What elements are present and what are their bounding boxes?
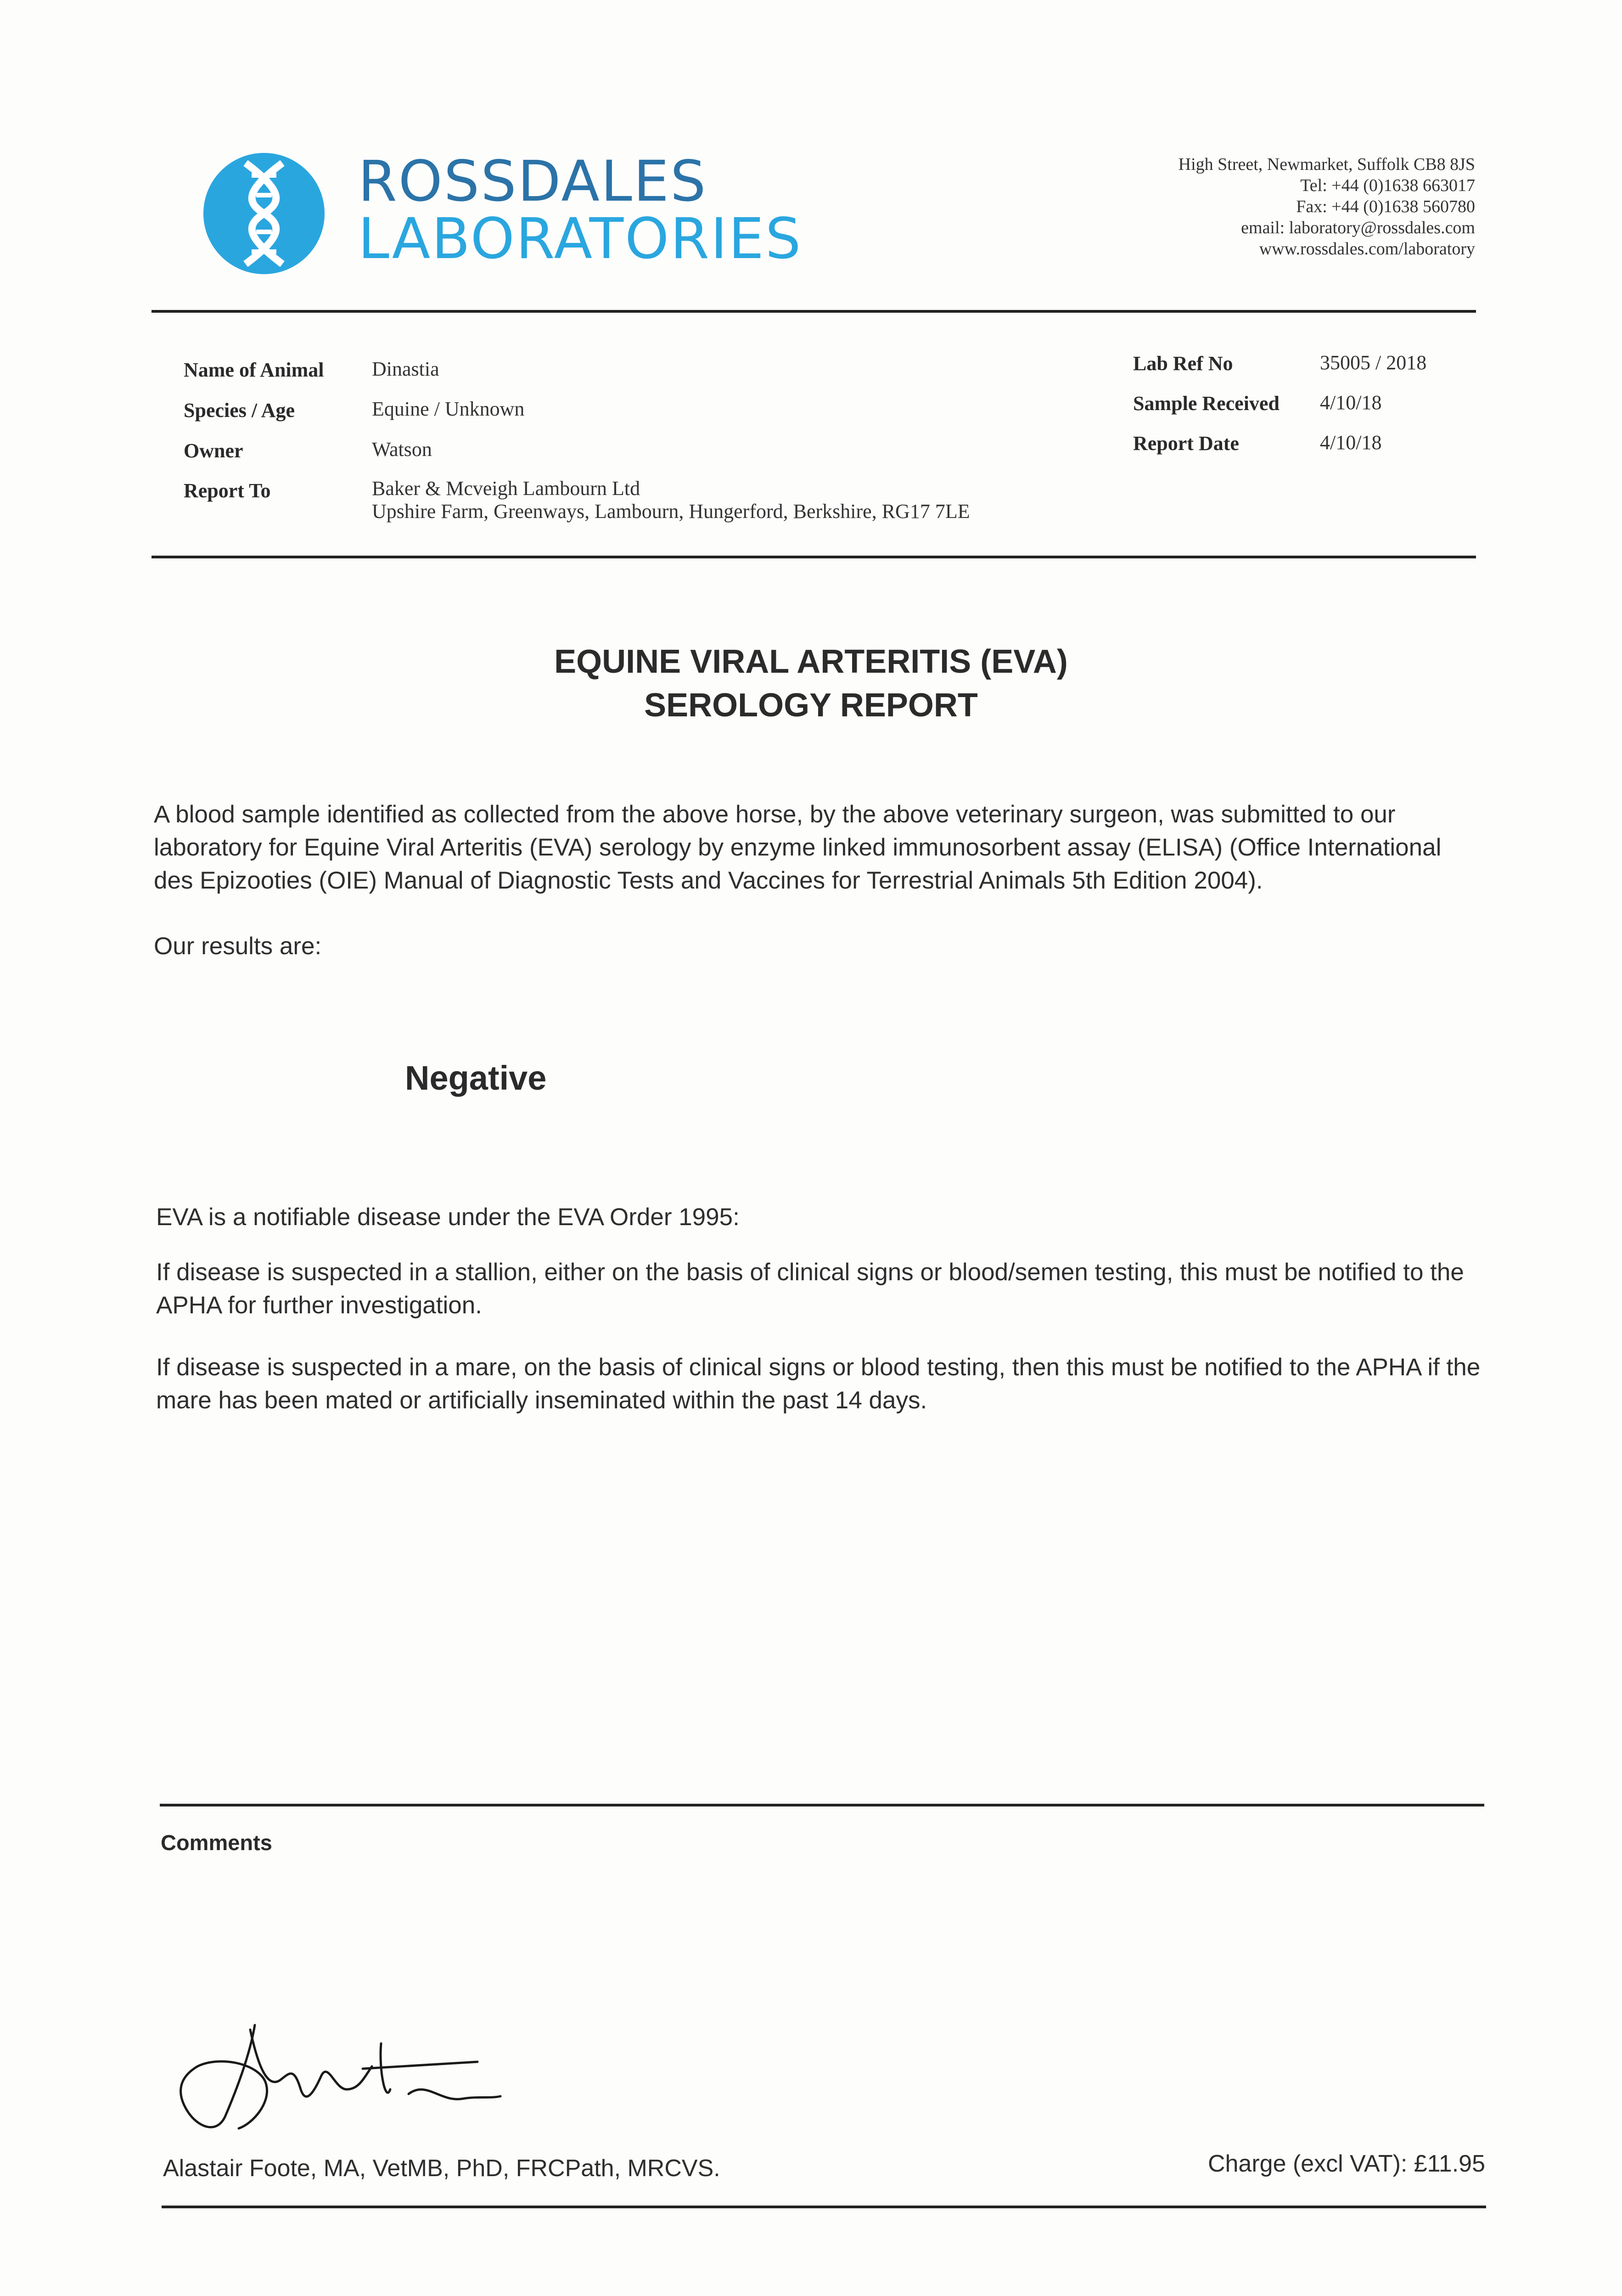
lab-fax: Fax: +44 (0)1638 560780 bbox=[1296, 197, 1475, 216]
comments-label: Comments bbox=[161, 1830, 272, 1855]
sample-received-label: Sample Received bbox=[1133, 392, 1280, 415]
report-title-line2: SEROLOGY REPORT bbox=[644, 687, 978, 724]
comments-divider bbox=[160, 1804, 1484, 1806]
lab-website: www.rossdales.com/laboratory bbox=[1259, 239, 1475, 259]
report-to-line1: Baker & Mcveigh Lambourn Ltd bbox=[372, 477, 640, 500]
dna-logo-icon bbox=[202, 152, 326, 276]
lab-ref-value: 35005 / 2018 bbox=[1320, 351, 1427, 374]
report-date-value: 4/10/18 bbox=[1320, 431, 1382, 454]
species-age-value: Equine / Unknown bbox=[372, 398, 525, 420]
report-title-line1: EQUINE VIRAL ARTERITIS (EVA) bbox=[554, 643, 1068, 680]
report-to-label: Report To bbox=[184, 479, 271, 502]
lab-email: email: laboratory@rossdales.com bbox=[1241, 218, 1475, 237]
lab-name-line1: ROSSDALES bbox=[358, 149, 707, 214]
name-of-animal-value: Dinastia bbox=[372, 358, 439, 380]
lab-ref-label: Lab Ref No bbox=[1133, 352, 1233, 375]
lab-contact-block bbox=[1179, 154, 1475, 259]
signatory-name: Alastair Foote, MA, VetMB, PhD, FRCPath, MRCVS. bbox=[163, 2155, 720, 2182]
lab-name-line2: LABORATORIES bbox=[358, 206, 803, 271]
sample-received-value: 4/10/18 bbox=[1320, 391, 1382, 414]
result-value: Negative bbox=[405, 1059, 547, 1097]
details-divider bbox=[152, 556, 1476, 558]
stallion-note: If disease is suspected in a stallion, either on the basis of clinical signs or blood/semen testing, this must be notified to the APHA for further investigation. bbox=[156, 1259, 1464, 1319]
name-of-animal-label: Name of Animal bbox=[184, 359, 324, 381]
species-age-label: Species / Age bbox=[184, 399, 295, 422]
charge: Charge (excl VAT): £11.95 bbox=[1207, 2150, 1485, 2177]
results-intro: Our results are: bbox=[154, 933, 322, 960]
signature bbox=[170, 2011, 519, 2144]
owner-value: Watson bbox=[372, 438, 432, 461]
notifiable-statement: EVA is a notifiable disease under the EVA Order 1995: bbox=[156, 1204, 740, 1231]
header-divider bbox=[152, 310, 1476, 313]
lab-address: High Street, Newmarket, Suffolk CB8 8JS bbox=[1178, 155, 1475, 174]
mare-note: If disease is suspected in a mare, on the basis of clinical signs or blood testing, then this must be notified to the APHA if the mare has been mated or artificially inseminated within the past 14 days. bbox=[156, 1354, 1481, 1414]
footer-divider bbox=[162, 2206, 1486, 2208]
report-date-label: Report Date bbox=[1133, 432, 1239, 455]
intro-paragraph: A blood sample identified as collected from the above horse, by the above veterinary surgeon, was submitted to our laboratory for Equine Viral Arteritis (EVA) serology by enzyme linked immunosorbent assay (ELISA) (Office International des Epizooties (OIE) Manual of Diagnostic Tests and Vaccines for Terrestrial Animals 5th Edition 2004). bbox=[154, 801, 1442, 894]
report-to-line2: Upshire Farm, Greenways, Lambourn, Hungerford, Berkshire, RG17 7LE bbox=[372, 500, 970, 523]
lab-tel: Tel: +44 (0)1638 663017 bbox=[1300, 176, 1475, 195]
owner-label: Owner bbox=[184, 439, 243, 462]
